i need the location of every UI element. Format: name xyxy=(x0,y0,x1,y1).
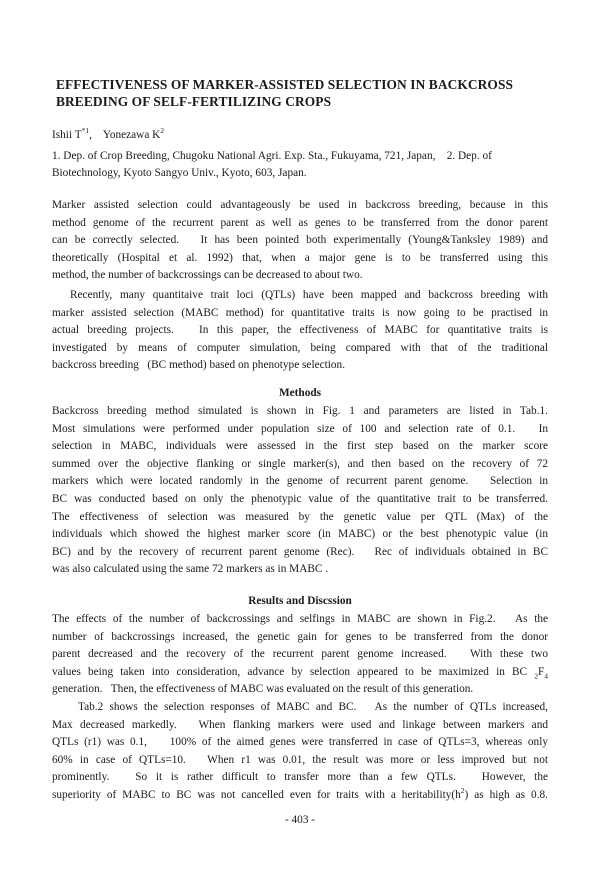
text-line: markers which were located randomly in the genome of recurrent parent genome. Selection in xyxy=(52,475,548,488)
text-line: method, the number of backcrossings can be decreased to about two. xyxy=(52,269,363,282)
text-line: Tab.2 shows the selection responses of MABC and BC. As the number of QTLs increased, xyxy=(78,701,548,713)
affiliations xyxy=(52,148,548,182)
text-line: selection in MABC, individuals were assessed in the first step based on the marker score xyxy=(52,440,548,453)
superscript: 2 xyxy=(460,786,465,796)
text-line: actual breeding projects. In this paper, the effectiveness of MABC for quantitative traits is xyxy=(52,324,548,337)
text-line: Backcross breeding method simulated is shown in Fig. 1 and parameters are listed in Tab.1. xyxy=(52,405,548,417)
text-line: marker assisted selection (MABC method) for quantitative traits is now going to be practised in xyxy=(52,306,548,319)
affiliation-line: 1. Dep. of Crop Breeding, Chugoku National Agri. Exp. Sta., Fukuyama, 721, Japan, 2. Dep. of xyxy=(52,150,492,162)
author-list xyxy=(52,128,164,143)
affiliation-line: Biotechnology, Kyoto Sangyo Univ., Kyoto, 603, Japan. xyxy=(52,167,307,179)
text-line: method genome of the recurrent parent as well as genes to be transferred from the donor parent xyxy=(52,216,548,229)
text-fragment: values being taken into consideration, advance by selection appeared to be maximized in BC xyxy=(52,665,528,678)
results-paragraph-2 xyxy=(52,699,548,805)
title-line: BREEDING OF SELF-FERTILIZING CROPS xyxy=(56,94,332,109)
text-line: theoretically (Hospital et al. 1992) that, when a major gene is to be transferred using this xyxy=(52,251,548,264)
text-line: investigated by means of computer simulation, being compared with that of the traditional xyxy=(52,341,548,354)
text-fragment: superiority of MABC to BC was not cancelled even for traits with a heritability(h xyxy=(52,788,461,801)
title-line: EFFECTIVENESS OF MARKER-ASSISTED SELECTION IN BACKCROSS xyxy=(56,77,514,92)
section-heading-results: Results and Discssion xyxy=(248,595,352,607)
section-heading-methods: Methods xyxy=(278,387,322,399)
subscript: 4 xyxy=(544,671,549,681)
author-separator: , xyxy=(89,129,103,141)
text-line: Max decreased markedly. When flanking markers were used and linkage between markers and xyxy=(52,718,548,731)
subscript: 2 xyxy=(534,671,538,681)
text-line: was also calculated using the same 72 markers as in MABC . xyxy=(52,563,329,576)
text-line: The effectiveness of selection was measured by the genetic value per QTL (Max) of the xyxy=(52,510,548,523)
text-line: number of backcrossings increased, the genetic gain for genes to be transferred from the donor xyxy=(52,630,548,643)
text-line: parent decreased and the recovery of the recurrent parent genome increased. With these two xyxy=(52,648,548,661)
text-line: summed over the objective flanking or single marker(s), and then based on the recovery of 72 xyxy=(52,457,548,470)
text-line: backcross breeding (BC method) based on phenotype selection. xyxy=(52,359,346,372)
text-line: Marker assisted selection could advantageously be used in backcross breeding, because in this xyxy=(52,199,548,211)
text-line: QTLs (r1) was 0.1, 100% of the aimed genes were transferred in case of QTLs=3, whereas only xyxy=(52,736,548,749)
text-line: generation. Then, the effectiveness of MABC was evaluated on the result of this generation. xyxy=(52,683,474,696)
text-line: Recently, many quantitaive trait loci (QTLs) have been mapped and backcross breeding with xyxy=(70,289,548,301)
text-line: 60% in case of QTLs=10. When r1 was 0.01, the result was more or less improved but not xyxy=(52,753,548,766)
text-line xyxy=(52,664,548,682)
page-number: - 403 - xyxy=(284,814,316,826)
text-fragment: ) as high as 0.8. xyxy=(464,788,548,801)
text-line: BC) and by the recovery of recurrent parent genome (Rec). Rec of individuals obtained in BC xyxy=(52,545,548,558)
text-line: BC was conducted based on only the phenotypic value of the quantitative trait to be transferred. xyxy=(52,492,548,505)
text-line: Most simulations were performed under population size of 100 and selection rate of 0.1. In xyxy=(52,422,548,435)
text-line: can be correctly selected. It has been pointed both experimentally (Young&Tanksley 1989) and xyxy=(52,234,548,247)
author-affiliation-mark: 2 xyxy=(160,126,165,136)
author-name: Yonezawa K xyxy=(102,129,161,141)
text-line xyxy=(52,787,548,805)
intro-paragraph-2 xyxy=(52,287,548,375)
text-line: individuals which showed the highest marker score (in MABC) or the best phenotypic value (in xyxy=(52,528,548,541)
methods-paragraph xyxy=(52,403,548,579)
text-line: The effects of the number of backcrossings and selfings in MABC are shown in Fig.2. As the xyxy=(52,613,548,625)
paper-title xyxy=(56,76,556,110)
author-name: Ishii T xyxy=(52,129,82,141)
text-fragment: F xyxy=(537,665,545,678)
intro-paragraph-1 xyxy=(52,197,548,285)
text-line: prominently. So it is rather difficult to transfer more than a few QTLs. However, the xyxy=(52,771,548,784)
results-paragraph-1 xyxy=(52,611,548,699)
author-affiliation-mark: *1 xyxy=(81,126,90,136)
